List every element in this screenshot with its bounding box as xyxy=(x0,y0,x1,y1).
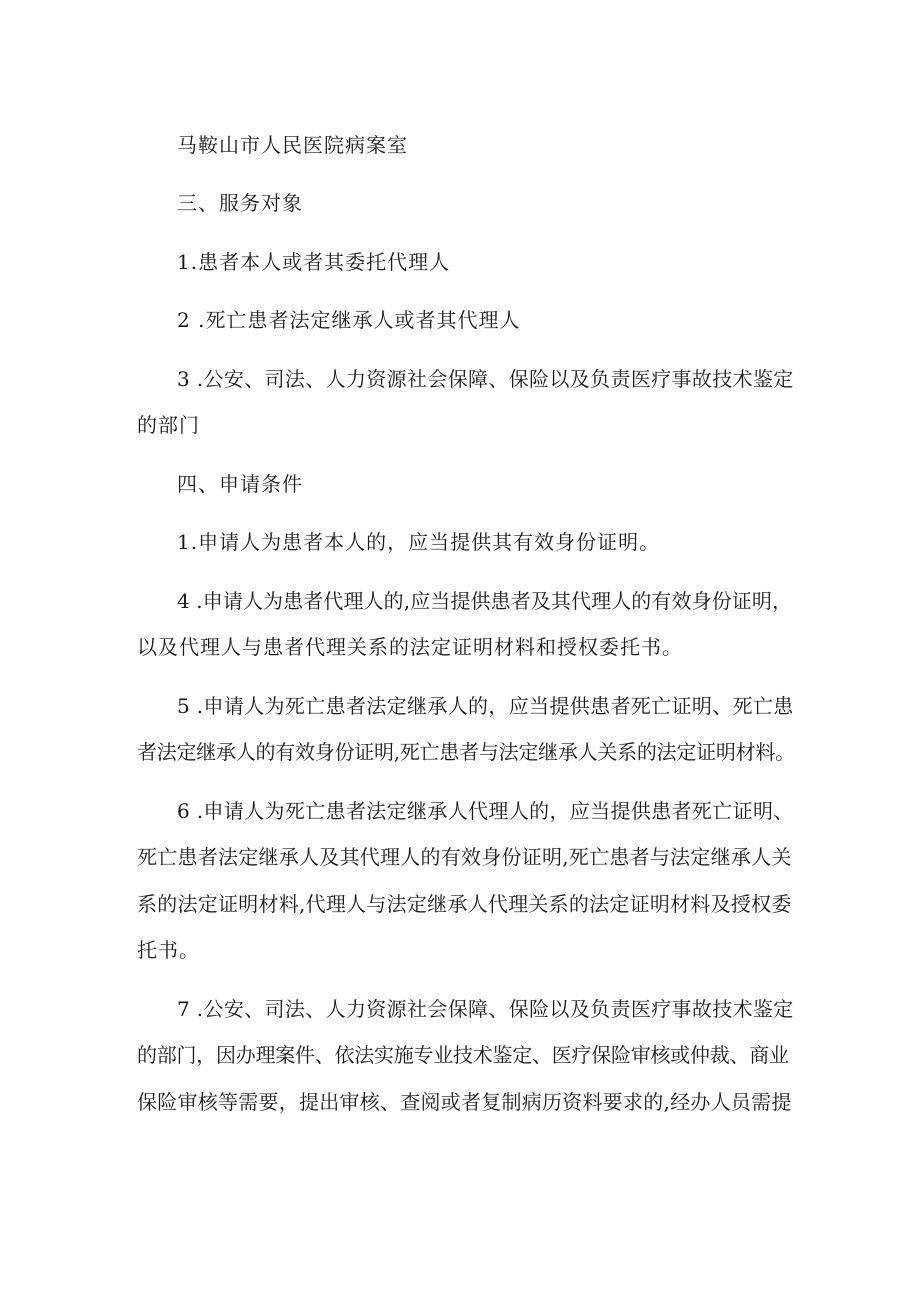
list-item-continuation: 死亡患者法定继承人及其代理人的有效身份证明,死亡患者与法定继承人关 xyxy=(137,845,792,869)
list-item-continuation: 系的法定证明材料,代理人与法定继承人代理关系的法定证明材料及授权委 xyxy=(137,892,792,916)
office-name-line: 马鞍山市人民医院病案室 xyxy=(177,133,408,157)
section-heading-application-conditions: 四、申请条件 xyxy=(177,472,303,496)
list-item-continuation: 托书。 xyxy=(137,938,200,962)
list-item: 5 .申请人为死亡患者法定继承人的，应当提供患者死亡证明、死亡患 xyxy=(177,694,794,718)
list-item-continuation: 的部门，因办理案件、依法实施专业技术鉴定、医疗保险审核或仲裁、商业 xyxy=(137,1043,789,1067)
section-heading-service-targets: 三、服务对象 xyxy=(177,191,303,215)
list-item: 3 .公安、司法、人力资源社会保障、保险以及负责医疗事故技术鉴定 xyxy=(177,367,794,391)
list-item-continuation: 的部门 xyxy=(137,413,200,437)
list-item-continuation: 者法定继承人的有效身份证明,死亡患者与法定继承人关系的法定证明材料。 xyxy=(137,740,795,764)
list-item: 1.申请人为患者本人的，应当提供其有效身份证明。 xyxy=(177,530,661,554)
list-item: 1.患者本人或者其委托代理人 xyxy=(177,250,451,274)
list-item: 4 .申请人为患者代理人的,应当提供患者及其代理人的有效身份证明， xyxy=(177,589,793,613)
list-item: 7 .公安、司法、人力资源社会保障、保险以及负责医疗事故技术鉴定 xyxy=(177,997,794,1021)
list-item-continuation: 以及代理人与患者代理关系的法定证明材料和授权委托书。 xyxy=(137,635,683,659)
list-item: 2 .死亡患者法定继承人或者其代理人 xyxy=(177,308,521,332)
list-item-continuation: 保险审核等需要，提出审核、查阅或者复制病历资料要求的,经办人员需提 xyxy=(137,1090,792,1114)
list-item: 6 .申请人为死亡患者法定继承人代理人的，应当提供患者死亡证明、 xyxy=(177,799,794,823)
